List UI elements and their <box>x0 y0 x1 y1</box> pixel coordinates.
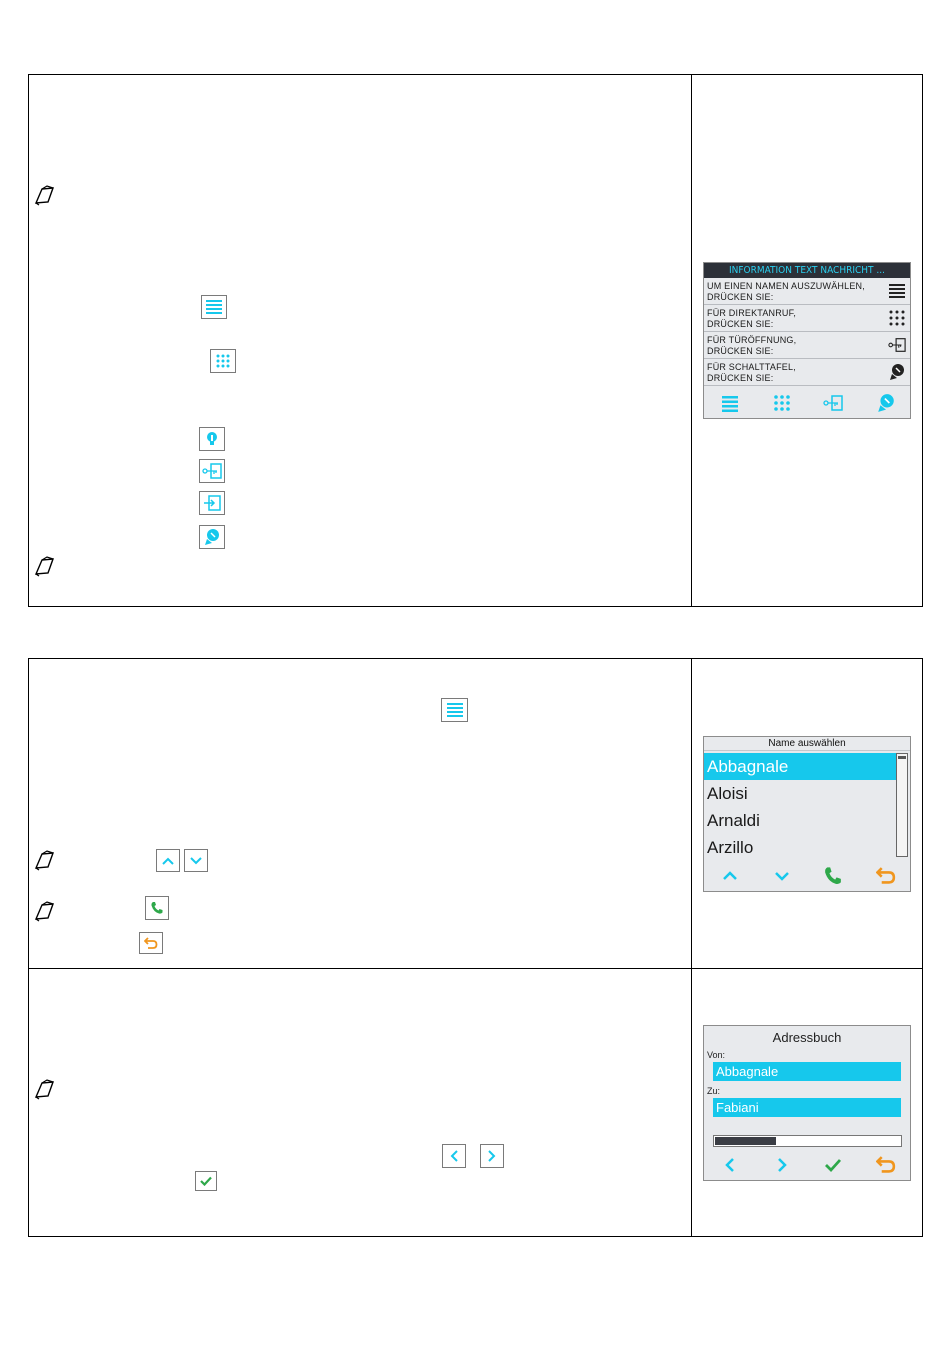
info-row-direct-call <box>704 305 910 332</box>
door-key-icon[interactable] <box>823 393 843 413</box>
left-button[interactable] <box>442 1144 466 1168</box>
login-button[interactable] <box>199 491 225 515</box>
from-label: Von: <box>707 1050 726 1060</box>
section-2-row-divider <box>28 968 923 969</box>
info-row-text: FÜR SCHALTTAFEL, DRÜCKEN SIE: <box>707 362 796 383</box>
right-button[interactable] <box>480 1144 504 1168</box>
arrow-up-icon[interactable] <box>720 866 740 886</box>
door-key-icon <box>888 336 906 354</box>
door-key-icon <box>202 463 222 479</box>
back-icon <box>144 937 158 950</box>
keypad-icon[interactable] <box>772 393 792 413</box>
switchboard-icon <box>204 528 220 546</box>
address-book-screen <box>703 1025 911 1181</box>
confirm-button[interactable] <box>195 1171 217 1191</box>
check-icon <box>200 1176 212 1186</box>
keypad-icon <box>888 309 906 327</box>
down-button[interactable] <box>184 849 208 872</box>
bulb-icon <box>206 431 218 447</box>
note-icon <box>33 900 57 922</box>
to-field[interactable]: Fabiani <box>713 1098 901 1117</box>
phone-icon <box>150 901 164 915</box>
arrow-down-icon <box>190 857 202 865</box>
switchboard-icon <box>888 363 906 381</box>
call-button[interactable] <box>145 896 169 920</box>
keypad-button[interactable] <box>210 349 236 373</box>
light-button[interactable] <box>199 427 225 451</box>
note-icon <box>33 184 57 206</box>
from-field[interactable]: Abbagnale <box>713 1062 901 1081</box>
name-list-item[interactable]: Abbagnale <box>704 753 896 780</box>
arrow-up-icon <box>162 857 174 865</box>
phone-icon[interactable] <box>823 866 843 886</box>
arrow-left-icon <box>450 1150 458 1162</box>
keypad-icon <box>216 354 230 368</box>
progress-fill <box>715 1137 776 1145</box>
section-1-divider <box>691 74 692 607</box>
switchboard-button[interactable] <box>199 525 225 549</box>
list-button[interactable] <box>441 698 468 722</box>
enter-icon <box>203 495 221 511</box>
back-icon[interactable] <box>876 866 896 886</box>
list-icon[interactable] <box>720 393 740 413</box>
name-list-item[interactable]: Arnaldi <box>707 811 760 830</box>
name-list-item[interactable]: Arzillo <box>707 838 754 857</box>
note-icon <box>33 849 57 871</box>
scrollbar-thumb[interactable] <box>898 756 906 759</box>
address-book-softkeys <box>704 1150 910 1180</box>
list-icon <box>888 282 906 300</box>
info-row-switchboard <box>704 359 910 386</box>
info-screen-softkeys <box>704 388 910 418</box>
to-label: Zu: <box>707 1086 721 1096</box>
name-select-softkeys <box>704 861 910 891</box>
name-select-title: Name auswählen <box>704 737 910 751</box>
progress-bar <box>713 1135 902 1147</box>
door-open-button[interactable] <box>199 459 225 483</box>
name-list-scrollbar[interactable] <box>896 753 908 857</box>
section-2-divider <box>691 658 692 1237</box>
arrow-right-icon[interactable] <box>772 1155 792 1175</box>
info-row-door-open <box>704 332 910 359</box>
info-row-text: UM EINEN NAMEN AUSZUWÄHLEN, DRÜCKEN SIE: <box>707 281 865 302</box>
info-row-select-name <box>704 278 910 305</box>
info-row-text: FÜR TÜRÖFFNUNG, DRÜCKEN SIE: <box>707 335 797 356</box>
arrow-left-icon[interactable] <box>720 1155 740 1175</box>
back-button[interactable] <box>139 932 163 954</box>
list-icon <box>447 703 463 717</box>
name-select-screen <box>703 736 911 892</box>
address-book-title: Adressbuch <box>772 1030 842 1045</box>
arrow-down-icon[interactable] <box>772 866 792 886</box>
info-screen <box>703 262 911 419</box>
back-icon[interactable] <box>876 1155 896 1175</box>
switchboard-icon[interactable] <box>876 393 896 413</box>
name-list-item[interactable]: Aloisi <box>707 784 748 803</box>
note-icon <box>33 555 57 577</box>
info-row-text: FÜR DIREKTANRUF, DRÜCKEN SIE: <box>707 308 797 329</box>
up-button[interactable] <box>156 849 180 872</box>
arrow-right-icon <box>488 1150 496 1162</box>
check-icon[interactable] <box>823 1155 843 1175</box>
info-screen-title: INFORMATION TEXT NACHRICHT ... <box>704 263 910 278</box>
list-icon <box>206 300 222 314</box>
note-icon <box>33 1078 57 1100</box>
list-button[interactable] <box>201 295 227 319</box>
